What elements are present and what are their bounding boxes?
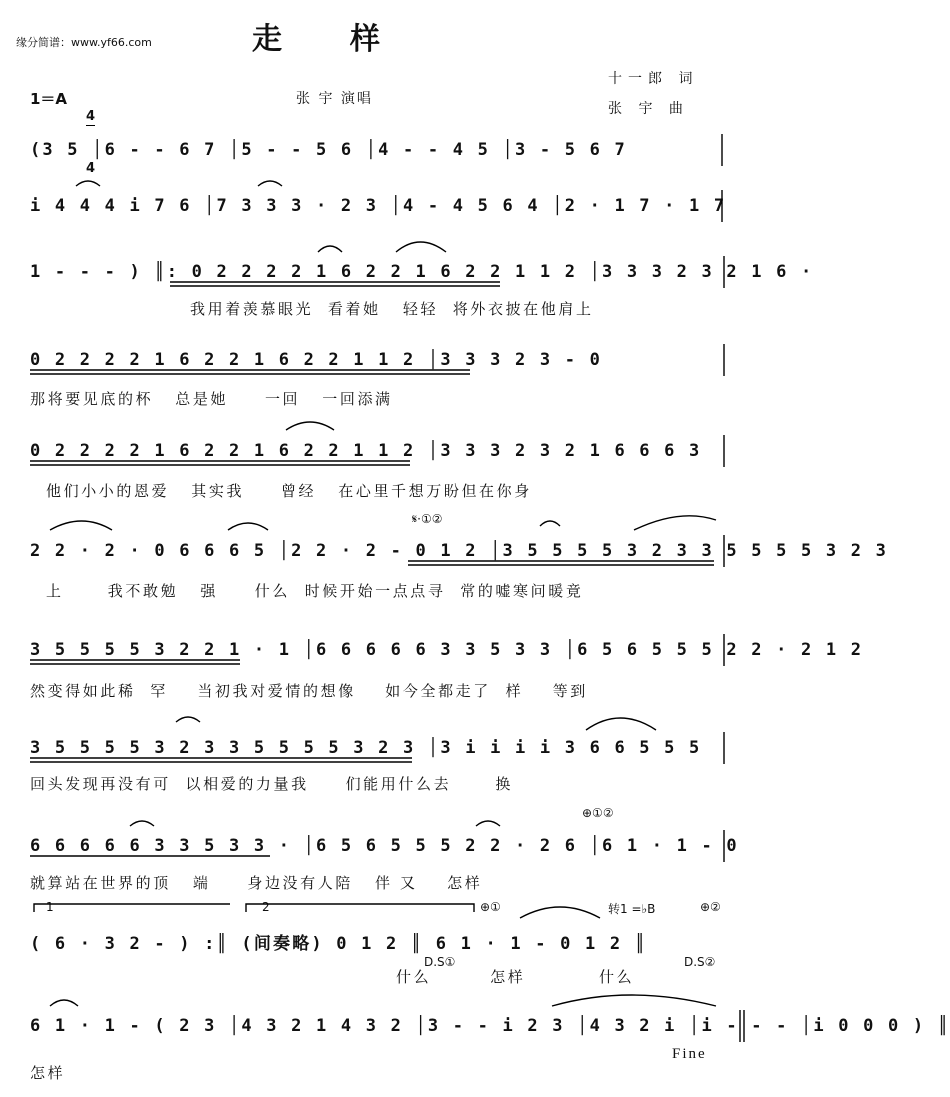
score-row-9: 6 6 6 6 6 3 3 5 3 3 · │6 5 6 5 5 5 2 2 · 2 6 │6 1 · 1 - 0 — [30, 836, 739, 856]
key-signature: 1＝A — [30, 90, 68, 108]
site-label: 缘分简谱：www.yf66.com — [16, 36, 152, 49]
meter-top: 4 — [86, 109, 96, 124]
score-row-2: i 4 4 4 i 7 6 │7 3 3 3 · 2 3 │4 - 4 5 6 4 │2 · 1 7 · 1 7 — [30, 196, 727, 216]
lyric-line-11: 怎样 — [30, 1064, 66, 1082]
score-row-11: 6 1 · 1 - ( 2 3 │4 3 2 1 4 3 2 │3 - - i 2 3 │4 3 2 i │i - - - │i 0 0 0 ) ║ — [30, 1016, 950, 1036]
lyric-line-7: 然变得如此稀 罕 当初我对爱情的想像 如今全都走了 样 等到 — [30, 682, 588, 700]
coda-mark-1-2: ⊕①② — [582, 806, 614, 820]
score-row-10: ( 6 · 3 2 - ) :║ (间奏略) 0 1 2 ║ 6 1 · 1 - 0 1 2 ║ — [30, 934, 648, 954]
lyricist-credit: 十一郎 词 — [608, 71, 699, 87]
first-ending-number: 1 — [46, 900, 54, 914]
lyric-line-9: 就算站在世界的顶 端 身边没有人陪 伴 又 怎样 — [30, 874, 483, 892]
ds-2-mark: D.S② — [684, 955, 716, 969]
fine-mark: Fine — [672, 1046, 707, 1062]
score-row-3: 1 - - - ) ║: 0 2 2 2 2 1 6 2 2 1 6 2 2 1 1 2 │3 3 3 2 3 2 1 6 · — [30, 262, 814, 282]
score-row-4: 0 2 2 2 2 1 6 2 2 1 6 2 2 1 1 2 │3 3 3 2 3 - 0 — [30, 350, 603, 370]
score-row-1: (3 5 │6 - - 6 7 │5 - - 5 6 │4 - - 4 5 │3 - 5 6 7 — [30, 140, 627, 160]
lyric-line-6: 上 我不敢勉 强 什么 时候开始一点点寻 常的嘘寒问暖竟 — [46, 582, 584, 600]
coda-mark-2: ⊕② — [700, 900, 721, 914]
singer-credit: 张 宇 演唱 — [296, 91, 373, 107]
composer-credit: 张 宇 曲 — [608, 101, 689, 117]
ds-1-mark: D.S① — [424, 955, 456, 969]
score-row-6: 2 2 · 2 · 0 6 6 6 5 │2 2 · 2 - 0 1 2 │3 5 5 5 5 3 2 3 3 5 5 5 5 3 2 3 — [30, 541, 889, 561]
coda-mark-1: ⊕① — [480, 900, 501, 914]
lyric-line-3: 我用着羡慕眼光 看着她 轻轻 将外衣披在他肩上 — [190, 300, 594, 318]
lyric-line-10: 什么 怎样 什么 — [396, 968, 635, 986]
score-row-7: 3 5 5 5 5 3 2 2 1 · 1 │6 6 6 6 6 3 3 5 3 3 │6 5 6 5 5 5 2 2 · 2 1 2 — [30, 640, 864, 660]
lyric-line-5: 他们小小的恩爱 其实我 曾经 在心里千想万盼但在你身 — [46, 482, 532, 500]
score-row-8: 3 5 5 5 5 3 2 3 3 5 5 5 5 3 2 3 │3 i i i i 3 6 6 5 5 5 — [30, 738, 702, 758]
score-row-5: 0 2 2 2 2 1 6 2 2 1 6 2 2 1 1 2 │3 3 3 2 3 2 1 6 6 6 3 — [30, 441, 702, 461]
modulation-mark: 转1 =♭B — [608, 902, 656, 916]
second-ending-number: 2 — [262, 900, 270, 914]
meter-bottom: 4 — [86, 161, 96, 176]
lyric-line-8: 回头发现再没有可 以相爱的力量我 们能用什么去 换 — [30, 775, 513, 793]
segno-mark: 𝄋·①② — [412, 512, 443, 526]
song-title: 走样 — [252, 22, 448, 57]
lyric-line-4: 那将要见底的杯 总是她 一回 一回添满 — [30, 390, 393, 408]
